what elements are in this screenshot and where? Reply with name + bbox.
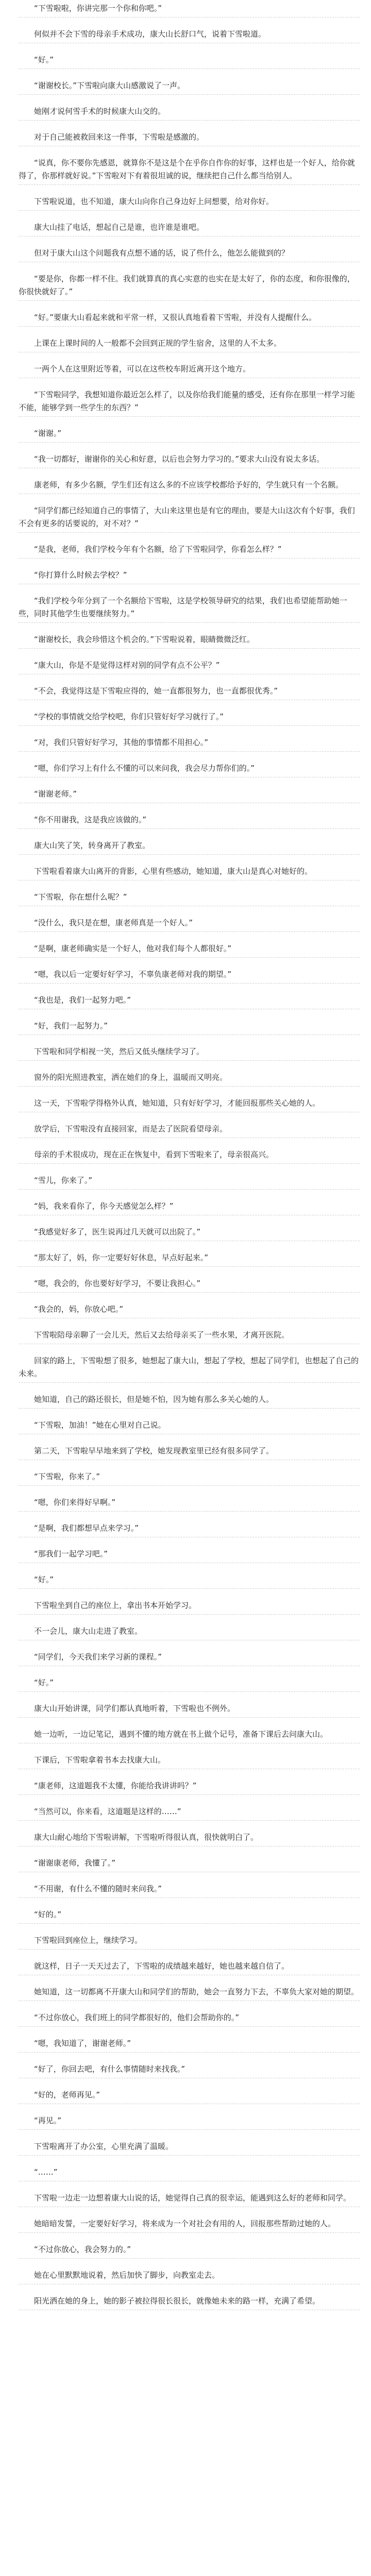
paragraph: 她一边听，一边记笔记，遇到不懂的地方就在书上做个记号，准备下课后去问康大山。 — [19, 1728, 360, 1743]
paragraph: “我们学校今年分到了一个名额给下雪啦，这是学校领导研究的结果，我们也希望能帮助她一些，同时其他学生也要继续努力。” — [19, 595, 360, 623]
paragraph: “嗯，你们学习上有什么不懂的可以来问我，我会尽力帮你们的。” — [19, 762, 360, 777]
paragraph: “你不用谢我，这是我应该做的。” — [19, 814, 360, 829]
paragraph: “不过你放心，我们班上的同学都很好的，他们会帮助你的。” — [19, 2011, 360, 2027]
paragraph: 阳光洒在她的身上，她的影子被拉得很长很长，就像她未来的路一样，充满了希望。 — [19, 2295, 360, 2310]
paragraph: “嗯，我知道了，谢谢老师。” — [19, 2037, 360, 2053]
paragraph: “那太好了，妈，你一定要好好休息，早点好起来。” — [19, 1251, 360, 1267]
paragraph: 下雪啦和同学相视一笑，然后又低头继续学习了。 — [19, 1045, 360, 1061]
paragraph: “好。” — [19, 1676, 360, 1692]
paragraph: 何似并不会下雪的母亲手术成功，康大山长舒口气，说着下雪啦道。 — [19, 28, 360, 43]
paragraph: “雪儿，你来了。” — [19, 1174, 360, 1190]
paragraph: “下雪啦，你在想什么呢？” — [19, 891, 360, 906]
paragraph: 一两个人在这里附近等着，可以在这些校车附近离开这个地方。 — [19, 363, 360, 378]
paragraph: “同学们，今天我们来学习新的课程。” — [19, 1651, 360, 1666]
paragraph: 回家的路上，下雪啦想了很多，她想起了康大山，想起了学校，想起了同学们，也想起了自己的未来。 — [19, 1354, 360, 1383]
paragraph: “嗯，我会的，你也要好好学习，不要让我担心。” — [19, 1277, 360, 1293]
paragraph: “谢谢。” — [19, 427, 360, 443]
paragraph: “再见。” — [19, 2114, 360, 2130]
paragraph: “那我们一起学习吧。” — [19, 1548, 360, 1563]
paragraph: 下雪啦陪母亲聊了一会儿天，然后又去给母亲买了一些水果，才离开医院。 — [19, 1329, 360, 1344]
paragraph: “下雪啦同学，我想知道你最近怎么样了，以及你给我们能量的感受，还有你在那里一样学习能不能，能够学到一些学生的东西？” — [19, 388, 360, 417]
paragraph: “你打算什么时候去学校？” — [19, 569, 360, 584]
paragraph: 下雪啦说道，也不知道，康大山向你自己身边好上问想要，给对你好。 — [19, 195, 360, 211]
paragraph: 第二天，下雪啦早早地来到了学校，她发现教室里已经有很多同学了。 — [19, 1445, 360, 1460]
paragraph: “当然可以，你来看，这道题是这样的……” — [19, 1805, 360, 1821]
paragraph: 下课后，下雪啦拿着书本去找康大山。 — [19, 1754, 360, 1769]
paragraph: “我也是，我们一起努力吧。” — [19, 994, 360, 1009]
paragraph: “康大山，你是不是觉得这样对别的同学有点不公平？” — [19, 659, 360, 674]
paragraph: “好。” — [19, 54, 360, 69]
paragraph: 下雪啦回到座位上，继续学习。 — [19, 1934, 360, 1950]
paragraph: “我会的，妈，你放心吧。” — [19, 1303, 360, 1318]
paragraph: 对于自己能被救回来这一件事，下雪啦是感激的。 — [19, 131, 360, 146]
paragraph: “谢谢康老师，我懂了。” — [19, 1857, 360, 1872]
paragraph: “谢谢校长，我会珍惜这个机会的。”下雪啦说着，眼睛微微泛红。 — [19, 633, 360, 649]
paragraph: 下雪啦离开了办公室，心里充满了温暖。 — [19, 2140, 360, 2156]
paragraph: 康大山开始讲课，同学们都认真地听着，下雪啦也不例外。 — [19, 1702, 360, 1718]
paragraph: “是啊，康老师确实是一个好人，他对我们每个人都很好。” — [19, 942, 360, 958]
paragraph: 她暗暗发誓，一定要好好学习，将来成为一个对社会有用的人，回报那些帮助过她的人。 — [19, 2217, 360, 2233]
paragraph: “好了，你回去吧，有什么事情随时来找我。” — [19, 2063, 360, 2078]
paragraph: 康大山笑了笑，转身离开了教室。 — [19, 839, 360, 855]
paragraph: “谢谢老师。” — [19, 788, 360, 803]
paragraph: 她在心里默默地说着，然后加快了脚步，向教室走去。 — [19, 2269, 360, 2284]
paragraph: “好，我们一起努力。” — [19, 1020, 360, 1035]
paragraph: 放学后，下雪啦没有直接回家，而是去了医院看望母亲。 — [19, 1123, 360, 1138]
paragraph: “学校的事情就交给学校吧，你们只管好好学习就行了。” — [19, 710, 360, 726]
paragraph: “妈，我来看你了，你今天感觉怎么样？” — [19, 1200, 360, 1215]
paragraph: “好的，老师再见。” — [19, 2089, 360, 2104]
paragraph: “不会，我觉得这是下雪啦应得的，她一直都很努力，也一直都很优秀。” — [19, 685, 360, 700]
paragraph: “我感觉好多了，医生说再过几天就可以出院了。” — [19, 1226, 360, 1241]
paragraph: “谢谢校长。”下雪啦向康大山感激说了一声。 — [19, 79, 360, 95]
paragraph: “康老师，这道题我不太懂，你能给我讲讲吗？” — [19, 1780, 360, 1795]
paragraph: 她刚才说何雪手术的时候康大山交的。 — [19, 105, 360, 121]
paragraph: “下雪啦，你来了。” — [19, 1470, 360, 1486]
paragraph: 下雪啦一边走一边想着康大山说的话，她觉得自己真的很幸运，能遇到这么好的老师和同学。 — [19, 2192, 360, 2207]
paragraph: 就这样，日子一天天过去了，下雪啦的成绩越来越好，她也越来越自信了。 — [19, 1960, 360, 1975]
paragraph: 她知道，自己的路还很长，但是她不怕，因为她有那么多关心她的人。 — [19, 1393, 360, 1409]
paragraph: 母亲的手术很成功，现在正在恢复中，看到下雪啦来了，母亲很高兴。 — [19, 1148, 360, 1164]
paragraph: 但对于康大山这个问题我有点想不通的话，说了些什么，他怎么能做到的？ — [19, 247, 360, 262]
paragraph: “我一切都好，谢谢你的关心和好意，以后也会努力学习的。”要求大山没有说太多话。 — [19, 453, 360, 468]
paragraph: “对，我们只管好好学习，其他的事情都不用担心。” — [19, 736, 360, 752]
paragraph: “要是你，你都一样不住。我们就算真的真心实意的也实在是太好了，你的态度，和你很像的，你很快就好了。” — [19, 273, 360, 301]
paragraph: “不用谢，有什么不懂的随时来问我。” — [19, 1883, 360, 1898]
paragraph: “下雪啦啦，你讲完那一个你和你吧。” — [19, 2, 360, 18]
paragraph: 康大山耐心地给下雪啦讲解，下雪啦听得很认真，很快就明白了。 — [19, 1831, 360, 1846]
paragraph: “好的。” — [19, 1908, 360, 1924]
paragraph: 康大山挂了电话，想起自己是谁，也许谁是谁吧。 — [19, 221, 360, 236]
paragraph: “嗯，你们来得好早啊。” — [19, 1496, 360, 1512]
paragraph: 不一会儿，康大山走进了教室。 — [19, 1625, 360, 1640]
paragraph: 这一天，下雪啦学得格外认真，她知道，只有好好学习，才能回报那些关心她的人。 — [19, 1097, 360, 1112]
paragraph: “好。”要康大山看起来就和平常一样，又很认真地看着下雪啦，并没有人提醒什么。 — [19, 311, 360, 327]
paragraph: “同学们都已经知道自己的事情了，大山来这里也是有它的理由，要是大山这次有个好事，我们不会有更多的话要说的，对不对？” — [19, 504, 360, 533]
paragraph: “是我，老师，我们学校今年有个名额，给了下雪啦同学，你看怎么样？” — [19, 543, 360, 558]
paragraph: 康老师，有多少名额，学生们还有这么多的不应该学校都给予好的，学生就只有一个名额。 — [19, 479, 360, 494]
paragraph: 窗外的阳光照进教室，洒在她们的身上，温暖而又明亮。 — [19, 1071, 360, 1087]
paragraph: “说真，你不要你先感恩，就算你不是这是个在乎你自作你的好事，这样也是一个好人，给你就得了，你那样就好说。”下雪啦对下有着很坦诚的说，继续把自己什么都当给别人。 — [19, 157, 360, 185]
paragraph: “是啊，我们都想早点来学习。” — [19, 1522, 360, 1537]
paragraph: 上课在上课时间的人一般都不会回到正规的学生宿舍，这里的人不太多。 — [19, 337, 360, 352]
paragraph: “好。” — [19, 1573, 360, 1589]
paragraph: 她知道，这一切都离不开康大山和同学们的帮助，她会一直努力下去，不辜负大家对她的期望。 — [19, 1986, 360, 2001]
paragraph: 下雪啦坐到自己的座位上，拿出书本开始学习。 — [19, 1599, 360, 1615]
paragraph: 下雪啦看着康大山离开的背影，心里有些感动，她知道，康大山是真心对她好的。 — [19, 865, 360, 880]
paragraph: “下雪啦，加油！”她在心里对自己说。 — [19, 1419, 360, 1434]
paragraph: “没什么，我只是在想，康老师真是一个好人。” — [19, 917, 360, 932]
paragraph: “不过你放心，我会努力的。” — [19, 2243, 360, 2259]
paragraph: “……” — [19, 2166, 360, 2181]
paragraph: “嗯，我以后一定要好好学习，不辜负康老师对我的期望。” — [19, 968, 360, 984]
